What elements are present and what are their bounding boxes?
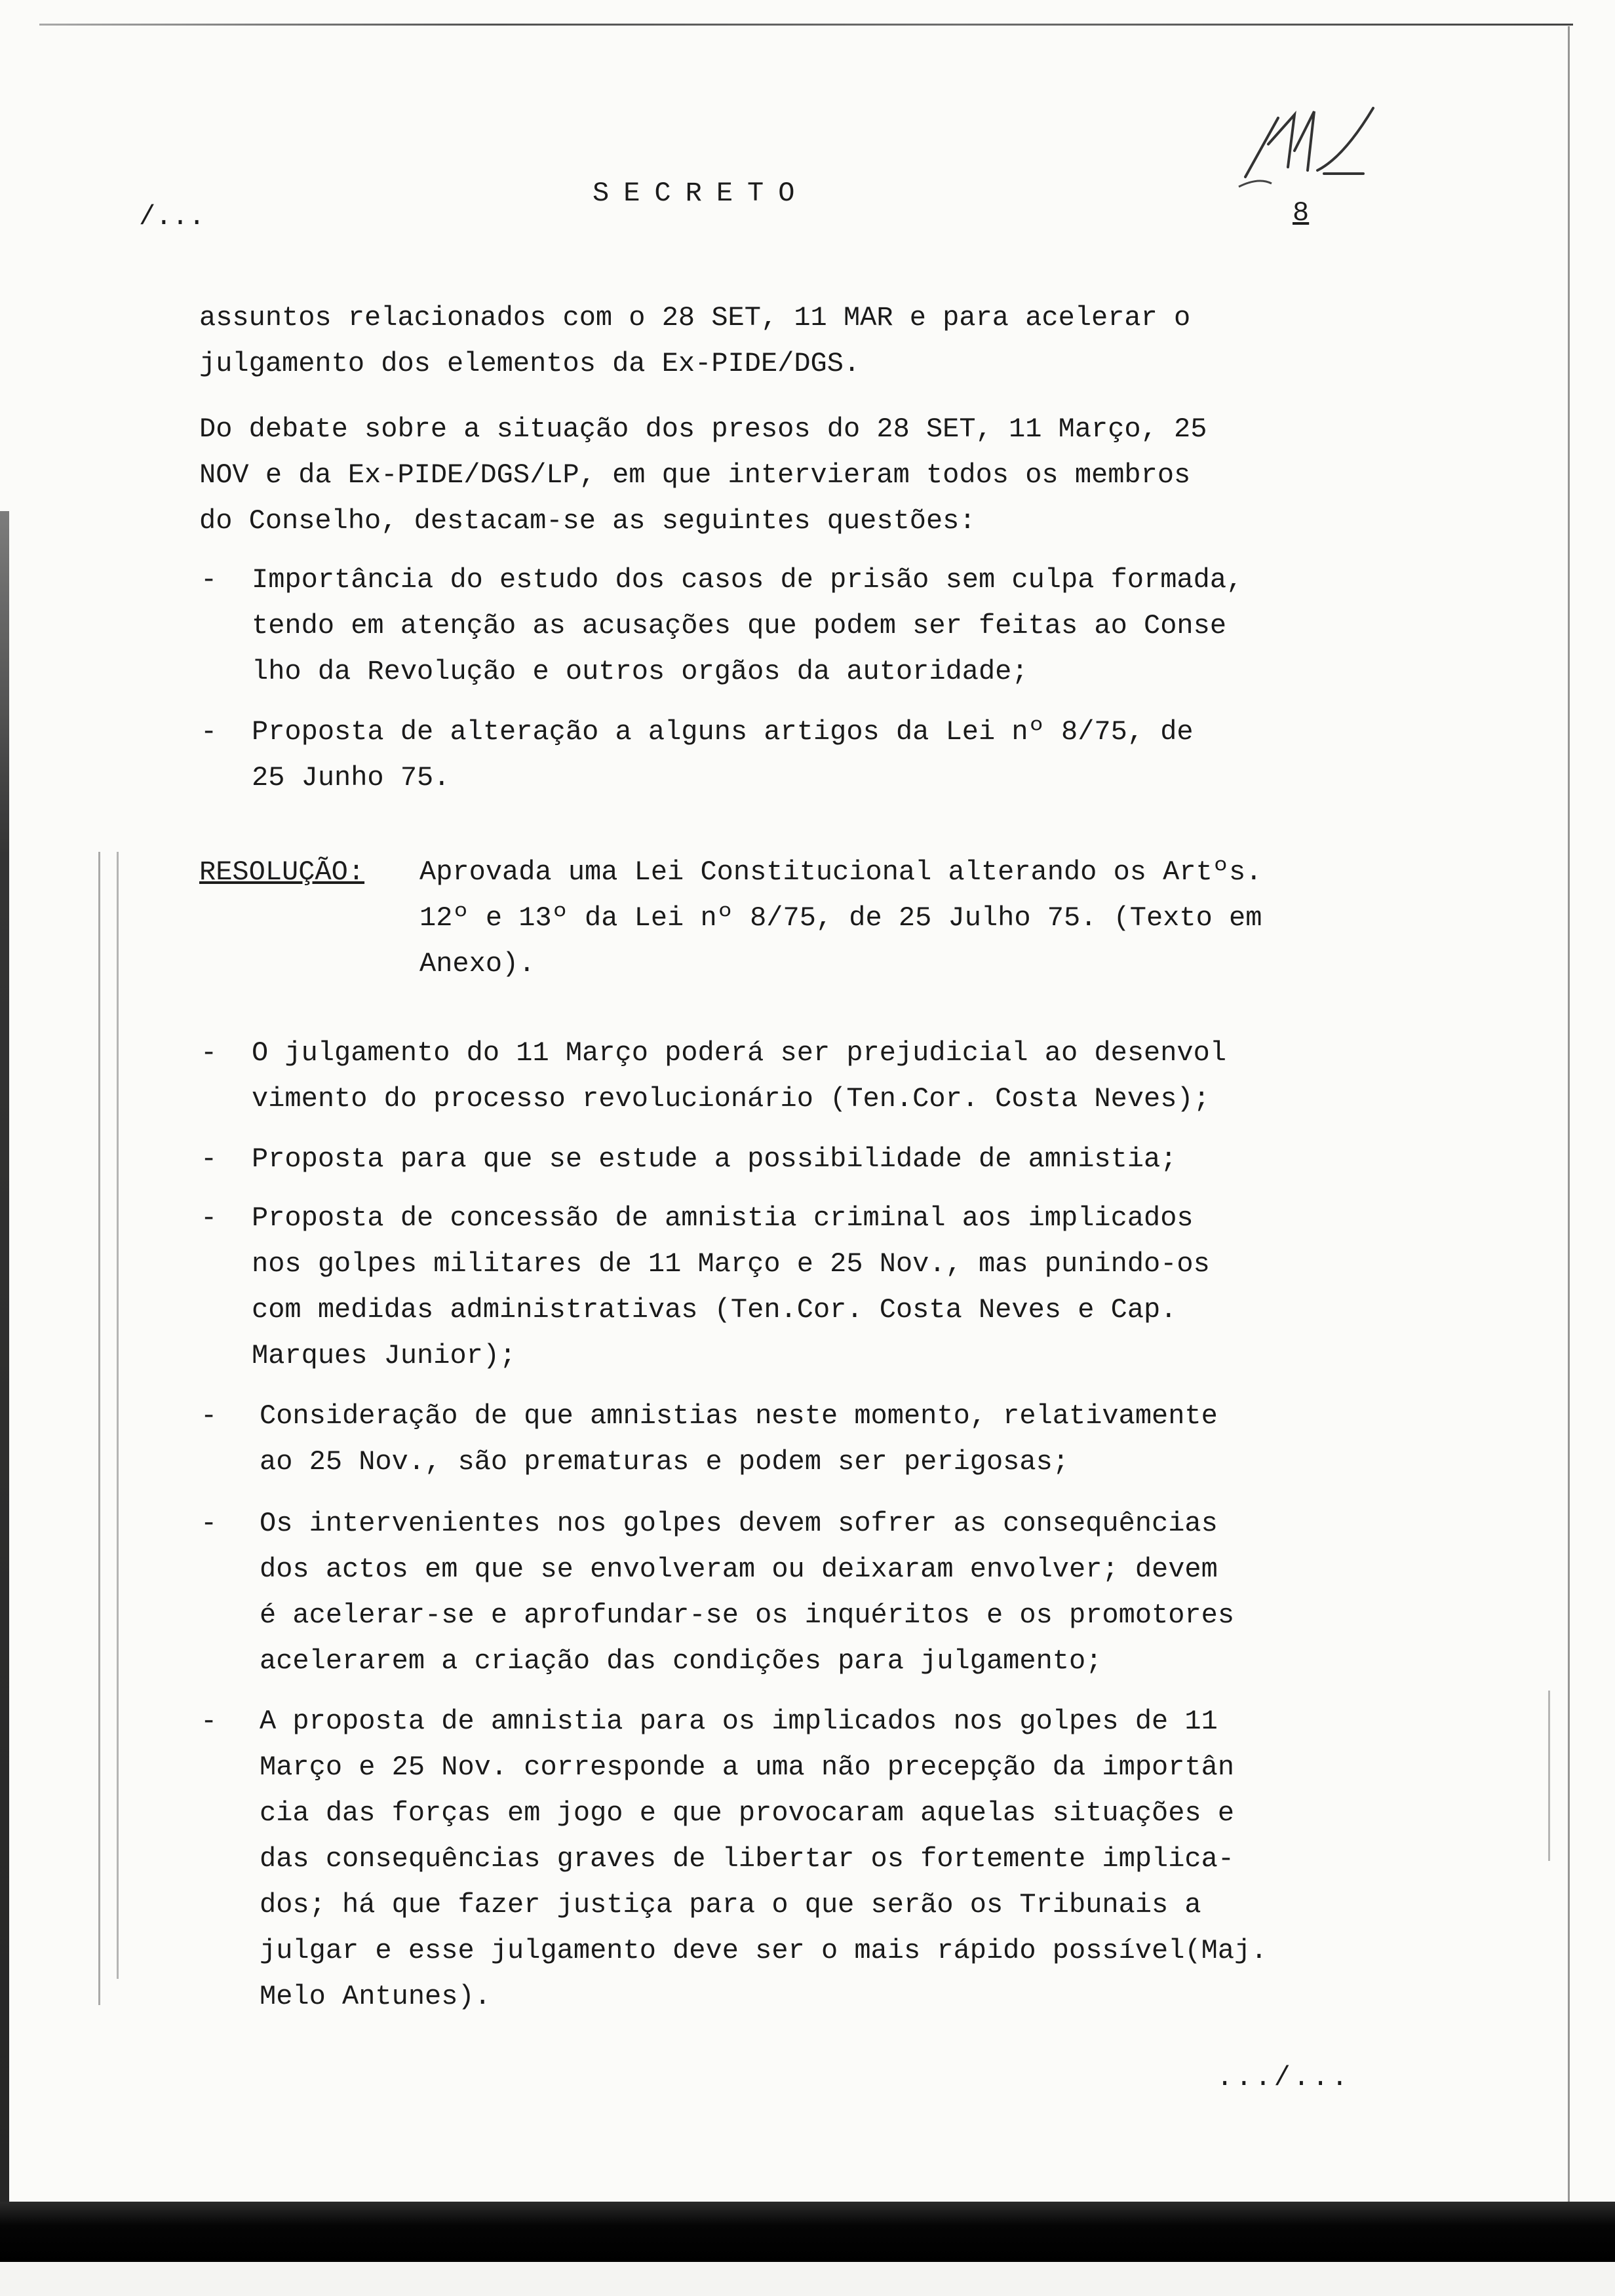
list-dash: - <box>201 716 218 748</box>
scan-right-edge <box>1568 26 1570 2241</box>
list-dash: - <box>201 1706 218 1737</box>
list-item: Consideração de que amnistias neste momento, relativamente ao 25 Nov., são prematuras e podem ser perigosas; <box>260 1400 1218 1478</box>
list-dash: - <box>201 564 218 596</box>
list-dash: - <box>201 1143 218 1175</box>
scan-top-rule <box>39 24 1573 26</box>
resolution-text: Aprovada uma Lei Constitucional alterando os Artºs. 12º e 13º da Lei nº 8/75, de 25 Julho 75. (Texto em Anexo). <box>419 856 1262 980</box>
scan-bottom-strip <box>0 2262 1615 2296</box>
list-dash: - <box>201 1037 218 1069</box>
page-number: 8 <box>1293 197 1310 229</box>
list-item: Importância do estudo dos casos de prisão sem culpa formada, tendo em atenção as acusações que podem ser feitas ao Conse lho da Revolução e outros orgãos da autoridade; <box>252 564 1243 687</box>
margin-mark <box>98 852 100 2005</box>
list-item: Proposta para que se estude a possibilidade de amnistia; <box>252 1143 1177 1175</box>
list-dash: - <box>201 1202 218 1234</box>
list-item: Os intervenientes nos golpes devem sofrer as consequências dos actos em que se envolveram ou deixaram envolver; devem é acelerar-se e aprofundar-se os inquéritos e os promotores acelerarem a criação das condições para julgamento; <box>260 1508 1235 1677</box>
list-dash: - <box>201 1508 218 1539</box>
scan-bottom-band <box>0 2202 1615 2262</box>
list-item: Proposta de concessão de amnistia criminal aos implicados nos golpes militares de 11 Março e 25 Nov., mas punindo-os com medidas administrativas (Ten.Cor. Costa Neves e Cap. Marques Junior); <box>252 1202 1210 1371</box>
list-item: A proposta de amnistia para os implicados nos golpes de 11 Março e 25 Nov. corresponde a uma não precepção da importân cia das forças em jogo e que provocaram aquelas situações e das consequências graves de libertar os fortemente implica- dos; há que fazer justiça para o que serão os Tribunais a julgar e esse julgamento deve ser o mais rápido possível(Maj. Melo Antunes). <box>260 1706 1268 2012</box>
scan-left-edge <box>0 511 9 2228</box>
page-continuation-mark: .../... <box>1216 2062 1351 2094</box>
margin-mark <box>1548 1691 1550 1861</box>
list-dash: - <box>201 1400 218 1432</box>
intro-paragraph: assuntos relacionados com o 28 SET, 11 MAR e para acelerar o julgamento dos elementos da Ex-PIDE/DGS. <box>199 302 1191 379</box>
handwritten-initials-signature <box>1232 105 1383 190</box>
document-title: SECRETO <box>593 178 809 209</box>
resolution-label: RESOLUÇÃO: <box>199 856 365 888</box>
list-item: O julgamento do 11 Março poderá ser prejudicial ao desenvol vimento do processo revolucionário (Ten.Cor. Costa Neves); <box>252 1037 1227 1115</box>
debate-paragraph: Do debate sobre a situação dos presos do 28 SET, 11 Março, 25 NOV e da Ex-PIDE/DGS/LP, em que intervieram todos os membros do Conselho, destacam-se as seguintes questões: <box>199 413 1207 537</box>
margin-mark <box>117 852 119 1979</box>
list-item: Proposta de alteração a alguns artigos da Lei nº 8/75, de 25 Junho 75. <box>252 716 1194 794</box>
header-continuation-mark: /... <box>139 201 205 233</box>
